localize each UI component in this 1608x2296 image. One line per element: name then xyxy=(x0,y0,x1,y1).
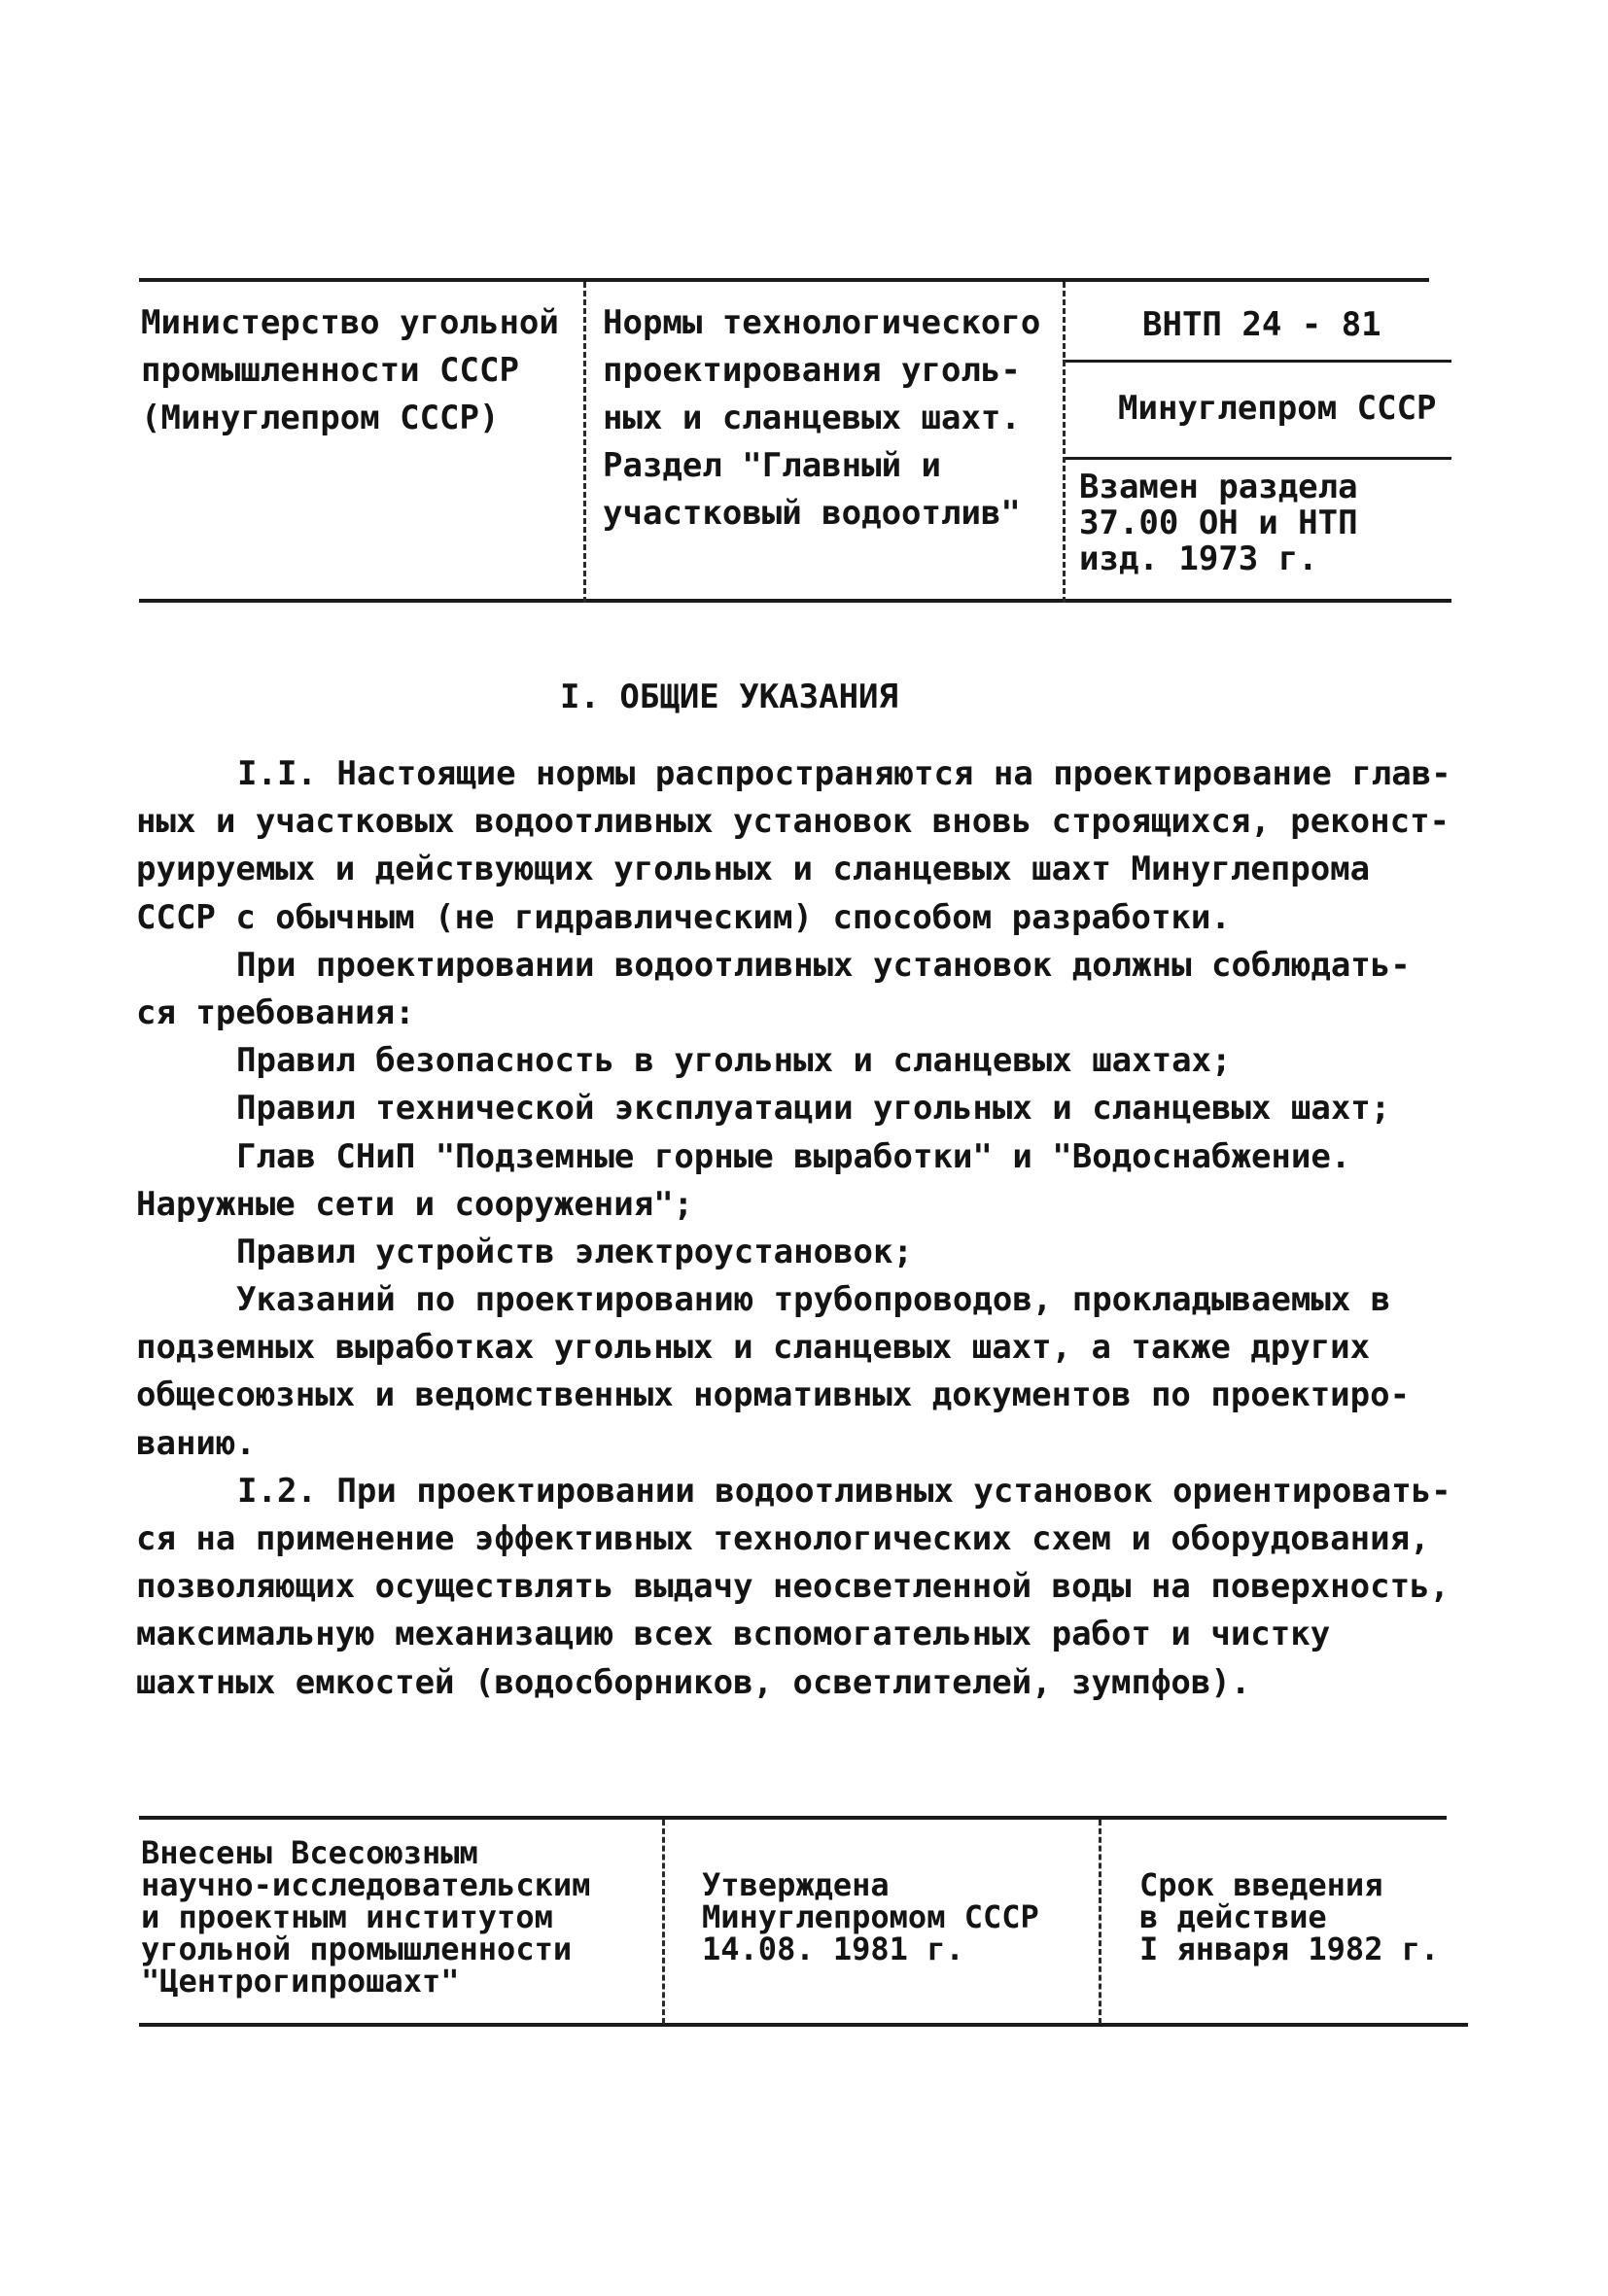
footer-divider-2 xyxy=(1099,1820,1101,2024)
section-heading: I. ОБЩИЕ УКАЗАНИЯ xyxy=(560,678,898,716)
paragraph-line: При проектировании водоотливных установок должны соблюдать- xyxy=(236,945,1411,985)
document-title-cell xyxy=(603,299,1040,538)
approved-cell xyxy=(702,1866,1039,1967)
header-bottom-rule xyxy=(139,599,1451,603)
agency-name: Минуглепром СССР xyxy=(1118,389,1437,428)
replaces-line: изд. 1973 г. xyxy=(1079,539,1318,578)
replaces-line: Взамен раздела xyxy=(1079,468,1358,506)
paragraph-line: общесоюзных и ведомственных нормативных документов по проектиро- xyxy=(136,1375,1411,1415)
effective-line: Срок введения xyxy=(1139,1866,1383,1903)
approved-line: Утверждена xyxy=(702,1866,890,1903)
paragraph-line: Правил устройств электроустановок; xyxy=(236,1232,913,1271)
paragraph-line: Наружные сети и сооружения"; xyxy=(136,1184,694,1224)
header-top-rule xyxy=(139,278,1429,282)
introduced-line: Внесены Всесоюзным xyxy=(141,1834,478,1871)
title-line: Раздел "Главный и xyxy=(603,446,941,485)
paragraph-line: Указаний по проектированию трубопроводов, прокладываемых в xyxy=(236,1280,1391,1320)
paragraph-line: Глав СНиП "Подземные горные выработки" и "Водоснабжение. xyxy=(236,1136,1351,1176)
paragraph-line: СССР с обычным (не гидравлическим) способом разработки. xyxy=(136,897,1231,937)
paragraph-line: максимальную механизацию всех вспомогательных работ и чистку xyxy=(136,1615,1331,1654)
paragraph-line: ных и участковых водоотливных установок вновь строящихся, реконст- xyxy=(136,802,1451,842)
paragraph-line: ванию. xyxy=(136,1423,256,1463)
paragraph-line: шахтных емкостей (водосборников, осветлителей, зумпфов). xyxy=(136,1662,1251,1702)
paragraph-line: Правил безопасность в угольных и сланцевых шахтах; xyxy=(236,1041,1232,1081)
paragraph-line: подземных выработках угольных и сланцевых шахт, а также других xyxy=(136,1328,1371,1368)
paragraph-line: руируемых и действующих угольных и сланцевых шахт Минуглепрома xyxy=(136,850,1371,889)
document-code: ВНТП 24 - 81 xyxy=(1142,305,1381,344)
title-line: участковый водоотлив" xyxy=(603,494,1021,533)
title-line: проектирования уголь- xyxy=(603,351,1021,390)
effective-line: в действие xyxy=(1139,1898,1327,1935)
paragraph-line: I.I. Настоящие нормы распространяются на проектирование глав- xyxy=(237,754,1451,793)
introduced-line: научно-исследовательским xyxy=(141,1866,591,1903)
paragraph-line: I.2. При проектировании водоотливных установок ориентировать- xyxy=(237,1471,1451,1511)
replaces-line: 37.00 ОН и НТП xyxy=(1079,504,1358,542)
ministry-line: (Минуглепром СССР) xyxy=(141,399,500,437)
introduced-line: угольной промышленности xyxy=(141,1931,573,1967)
paragraph-line: ся на применение эффективных технологических схем и оборудования, xyxy=(136,1519,1430,1558)
header-code-rule xyxy=(1063,360,1451,363)
introduced-line: и проектным институтом xyxy=(141,1898,553,1935)
footer-divider-1 xyxy=(662,1820,665,2024)
approved-line: 14.08. 1981 г. xyxy=(702,1931,964,1967)
title-line: Нормы технологического xyxy=(603,303,1041,342)
introduced-line: "Центрогипрошахт" xyxy=(141,1963,460,2000)
replaces-cell xyxy=(1079,470,1358,577)
paragraph-line: ся требования: xyxy=(136,992,415,1032)
section-body xyxy=(136,750,1478,1707)
approved-line: Минуглепромом СССР xyxy=(702,1898,1039,1935)
footer-bottom-rule xyxy=(139,2023,1468,2027)
header-divider-2 xyxy=(1063,282,1066,603)
ministry-line: Министерство угольной xyxy=(141,303,559,342)
footer-top-rule xyxy=(139,1816,1447,1820)
ministry-line: промышленности СССР xyxy=(141,351,519,390)
header-divider-1 xyxy=(583,282,586,603)
title-line: ных и сланцевых шахт. xyxy=(603,399,1021,437)
paragraph-line: позволяющих осуществлять выдачу неосветленной воды на поверхность, xyxy=(136,1567,1451,1607)
effective-date-cell xyxy=(1139,1866,1440,1967)
effective-line: I января 1982 г. xyxy=(1139,1931,1440,1967)
introduced-by-cell xyxy=(141,1834,591,2000)
ministry-cell xyxy=(141,299,559,442)
paragraph-line: Правил технической эксплуатации угольных и сланцевых шахт; xyxy=(236,1089,1391,1129)
header-agency-rule xyxy=(1063,457,1451,460)
